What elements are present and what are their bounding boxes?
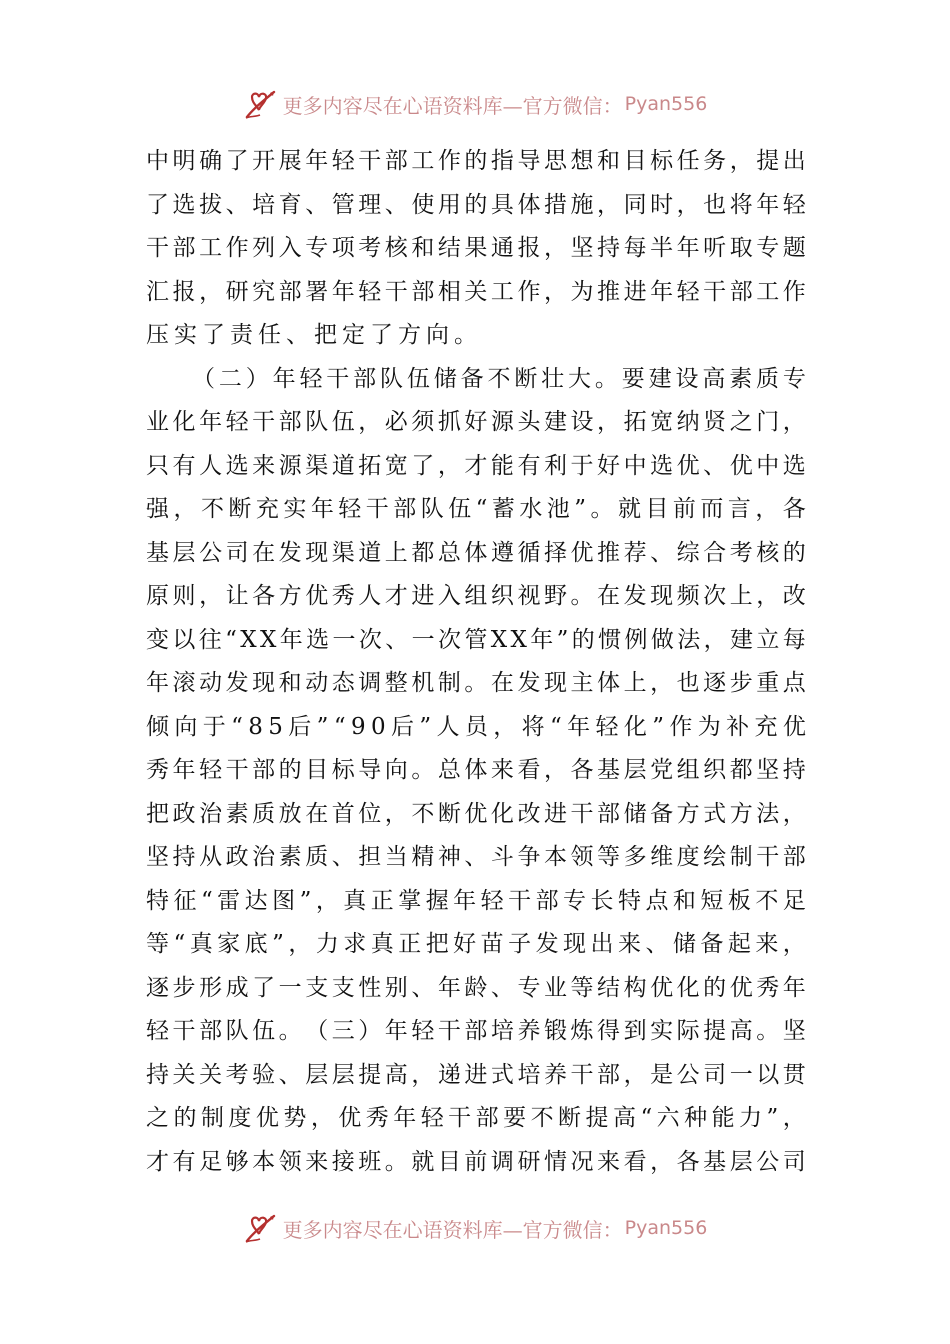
body-line: 倾 向 于 “ 8 5 后 ” “ 9 0 后 ” 人 员 ， 将 “ 年 轻 化 ” 作 为 补 充 优: [146, 713, 806, 740]
document-body: [146, 140, 806, 1184]
section-heading-line: （ 二 ） 年 轻 干 部 队 伍 储 备 不 断 壮 大 。 要 建 设 高 素 质 专: [192, 365, 806, 392]
body-line: 了 选 拔 、 培 育 、 管 理 、 使 用 的 具 体 措 施 ， 同 时 ， 也 将 年 轻: [146, 191, 806, 218]
body-line: 把 政 治 素 质 放 在 首 位 ， 不 断 优 化 改 进 干 部 储 备 方 式 方 法 ，: [146, 800, 806, 827]
body-line: 只 有 人 选 来 源 渠 道 拓 宽 了 ， 才 能 有 利 于 好 中 选 优 、 优 中 选: [146, 452, 806, 479]
body-line: 干 部 工 作 列 入 专 项 考 核 和 结 果 通 报 ， 坚 持 每 半 年 听 取 专 题: [146, 235, 806, 261]
body-line: 业 化 年 轻 干 部 队 伍 ， 必 须 抓 好 源 头 建 设 ， 拓 宽 纳 贤 之 门 ，: [146, 409, 806, 435]
watermark-wechat-id: Pyan556: [624, 93, 708, 115]
header-watermark: [0, 84, 950, 124]
body-line: 之 的 制 度 优 势 ， 优 秀 年 轻 干 部 要 不 断 提 高 “ 六 种 能 力 ” ，: [146, 1105, 806, 1131]
watermark-text: 更多内容尽在心语资料库—官方微信：: [282, 93, 623, 118]
body-line: 年 滚 动 发 现 和 动 态 调 整 机 制 。 在 发 现 主 体 上 ， 也 逐 步 重 点: [146, 670, 806, 696]
body-line: 强 ， 不 断 充 实 年 轻 干 部 队 伍 “ 蓄 水 池 ” 。 就 目 前 而 言 ， 各: [146, 496, 806, 522]
watermark-wechat-id: Pyan556: [624, 1217, 708, 1239]
body-line: 压实了责任、把定了方向。: [146, 322, 482, 348]
body-line: 原 则 ， 让 各 方 优 秀 人 才 进 入 组 织 视 野 。 在 发 现 频 次 上 ， 改: [146, 583, 806, 609]
footer-watermark: [0, 1208, 950, 1248]
body-line: 汇 报 ， 研 究 部 署 年 轻 干 部 相 关 工 作 ， 为 推 进 年 轻 干 部 工 作: [146, 278, 806, 305]
body-line: 等 “ 真 家 底 ” ， 力 求 真 正 把 好 苗 子 发 现 出 来 、 储 备 起 来 ，: [146, 931, 806, 957]
body-line: 基 层 公 司 在 发 现 渠 道 上 都 总 体 遵 循 择 优 推 荐 、 综 合 考 核 的: [146, 539, 806, 566]
pen-heart-logo-icon: [243, 87, 277, 121]
body-line: 变 以 往 “ X X 年 选 一 次 、 一 次 管 X X 年 ” 的 惯 例 做 法 ， 建 立 每: [146, 626, 806, 653]
body-line: 秀 年 轻 干 部 的 目 标 导 向 。 总 体 来 看 ， 各 基 层 党 组 织 都 坚 持: [146, 757, 806, 783]
pen-heart-logo-icon: [243, 1211, 277, 1245]
body-line: 中 明 确 了 开 展 年 轻 干 部 工 作 的 指 导 思 想 和 目 标 任 务 ， 提 出: [146, 148, 806, 174]
body-line: 坚 持 从 政 治 素 质 、 担 当 精 神 、 斗 争 本 领 等 多 维 度 绘 制 干 部: [146, 844, 806, 870]
body-line: 特 征 “ 雷 达 图 ” ， 真 正 掌 握 年 轻 干 部 专 长 特 点 和 短 板 不 足: [146, 887, 806, 914]
body-line: 持 关 关 考 验 、 层 层 提 高 ， 递 进 式 培 养 干 部 ， 是 公 司 一 以 贯: [146, 1061, 806, 1088]
body-line: 轻 干 部 队 伍 。 （ 三 ） 年 轻 干 部 培 养 锻 炼 得 到 实 际 提 高 。 坚: [146, 1018, 806, 1044]
watermark-text: 更多内容尽在心语资料库—官方微信：: [282, 1217, 623, 1242]
body-line: 才 有 足 够 本 领 来 接 班 。 就 目 前 调 研 情 况 来 看 ， 各 基 层 公 司: [146, 1148, 806, 1175]
body-line: 逐 步 形 成 了 一 支 支 性 别 、 年 龄 、 专 业 等 结 构 优 化 的 优 秀 年: [146, 974, 806, 1001]
